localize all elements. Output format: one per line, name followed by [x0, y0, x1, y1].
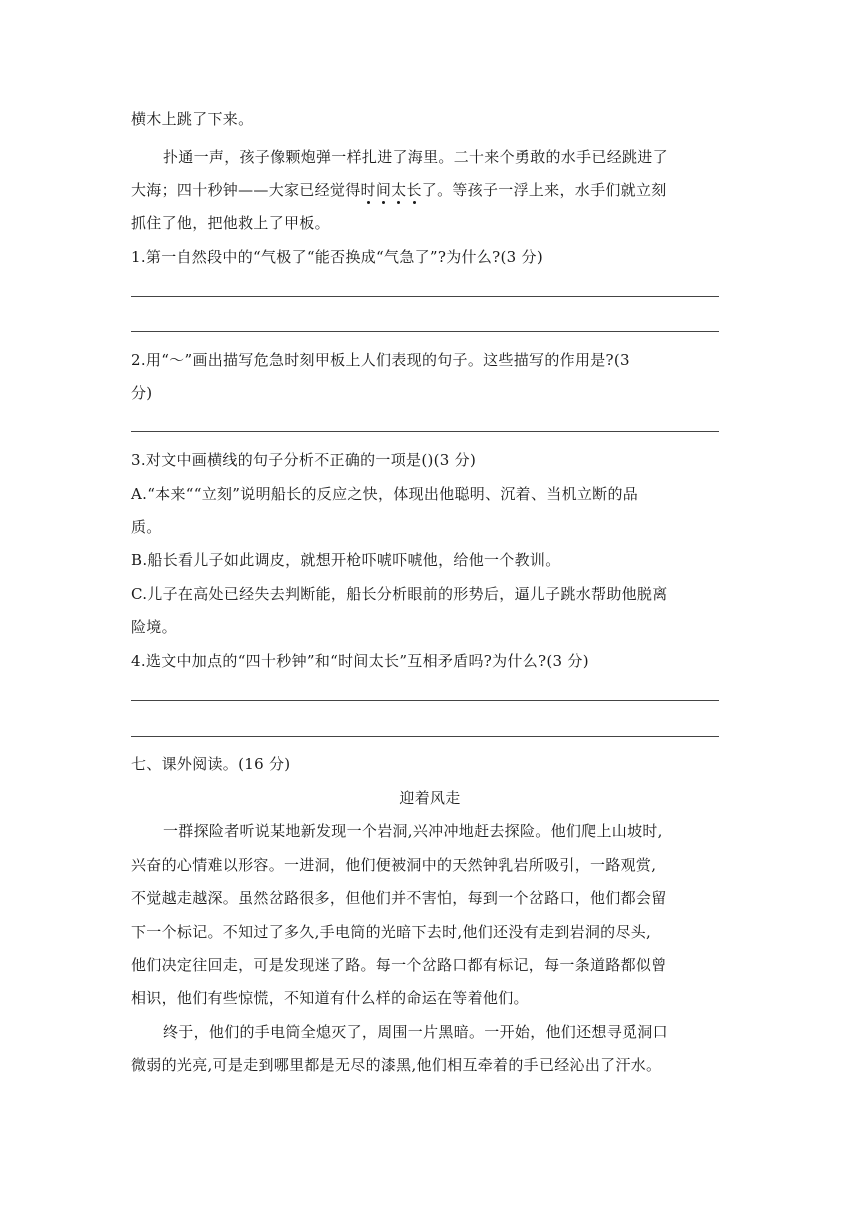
- article-line: 兴奋的心情难以形容。一进洞，他们便被洞中的天然钟乳岩所吸引，一路观赏,: [131, 856, 657, 874]
- article-line: 微弱的光亮,可是走到哪里都是无尽的漆黑,他们相互牵着的手已经沁出了汗水。: [131, 1056, 662, 1074]
- emphasis-dotted-char: 间: [375, 181, 392, 199]
- option-c: C.儿子在高处已经失去判断能，船长分析眼前的形势后，逼儿子跳水帮助他脱离: [131, 585, 668, 603]
- question-2: 2.用“～”画出描写危急时刻甲板上人们表现的句子。这些描写的作用是?(3: [131, 351, 630, 369]
- emphasis-dotted-char: 太: [391, 181, 407, 199]
- answer-line[interactable]: [131, 700, 719, 701]
- option-b: B.船长看儿子如此调皮，就想开枪吓唬吓唬他，给他一个教训。: [131, 551, 561, 569]
- emphasis-dotted-char: 时: [360, 181, 376, 199]
- passage-line: 横木上跳了下来。: [131, 110, 254, 128]
- option-c-cont: 险境。: [131, 618, 177, 636]
- question-1: 1.第一自然段中的“气极了“能否换成“气急了”?为什么?(3 分): [131, 248, 543, 266]
- article-line: 他们决定往回走，可是发现迷了路。每一个岔路口都有标记，每一条道路都似曾: [131, 956, 667, 974]
- option-a-cont: 质。: [131, 518, 162, 536]
- option-a: A.“本来““立刻”说明船长的反应之快，体现出他聪明、沉着、当机立断的品: [131, 485, 639, 503]
- answer-line[interactable]: [131, 296, 719, 297]
- emphasis-dotted-char: 长: [406, 181, 422, 199]
- passage-line-with-dots: 大海；四十秒钟——大家已经觉得时间太长了。等孩子一浮上来，水手们就立刻: [131, 181, 667, 199]
- passage-line: 扑通一声，孩子像颗炮弹一样扎进了海里。二十来个勇敢的水手已经跳进了: [163, 148, 668, 166]
- article-line: 下一个标记。不知过了多久,手电筒的光暗下去时,他们还没有走到岩洞的尽头,: [131, 923, 652, 941]
- article-line: 不觉越走越深。虽然岔路很多，但他们并不害怕，每到一个岔路口，他们都会留: [131, 889, 667, 907]
- section-heading: 七、课外阅读。(16 分): [131, 755, 291, 773]
- answer-line[interactable]: [131, 431, 719, 432]
- article-line: 一群探险者听说某地新发现一个岩洞,兴冲冲地赶去探险。他们爬上山坡时,: [163, 822, 663, 840]
- question-4: 4.选文中加点的“四十秒钟”和“时间太长”互相矛盾吗?为什么?(3 分): [131, 652, 589, 670]
- article-line: 终于，他们的手电筒全熄灭了，周围一片黑暗。一开始，他们还想寻觅洞口: [163, 1023, 668, 1041]
- article-line: 相识，他们有些惊慌，不知道有什么样的命运在等着他们。: [131, 989, 529, 1007]
- article-title: 迎着风走: [399, 789, 461, 807]
- answer-line[interactable]: [131, 331, 719, 332]
- passage-line: 抓住了他，把他救上了甲板。: [131, 214, 330, 232]
- answer-line[interactable]: [131, 736, 719, 737]
- question-3: 3.对文中画横线的句子分析不正确的一项是()(3 分): [131, 451, 477, 469]
- question-2-cont: 分): [131, 384, 153, 402]
